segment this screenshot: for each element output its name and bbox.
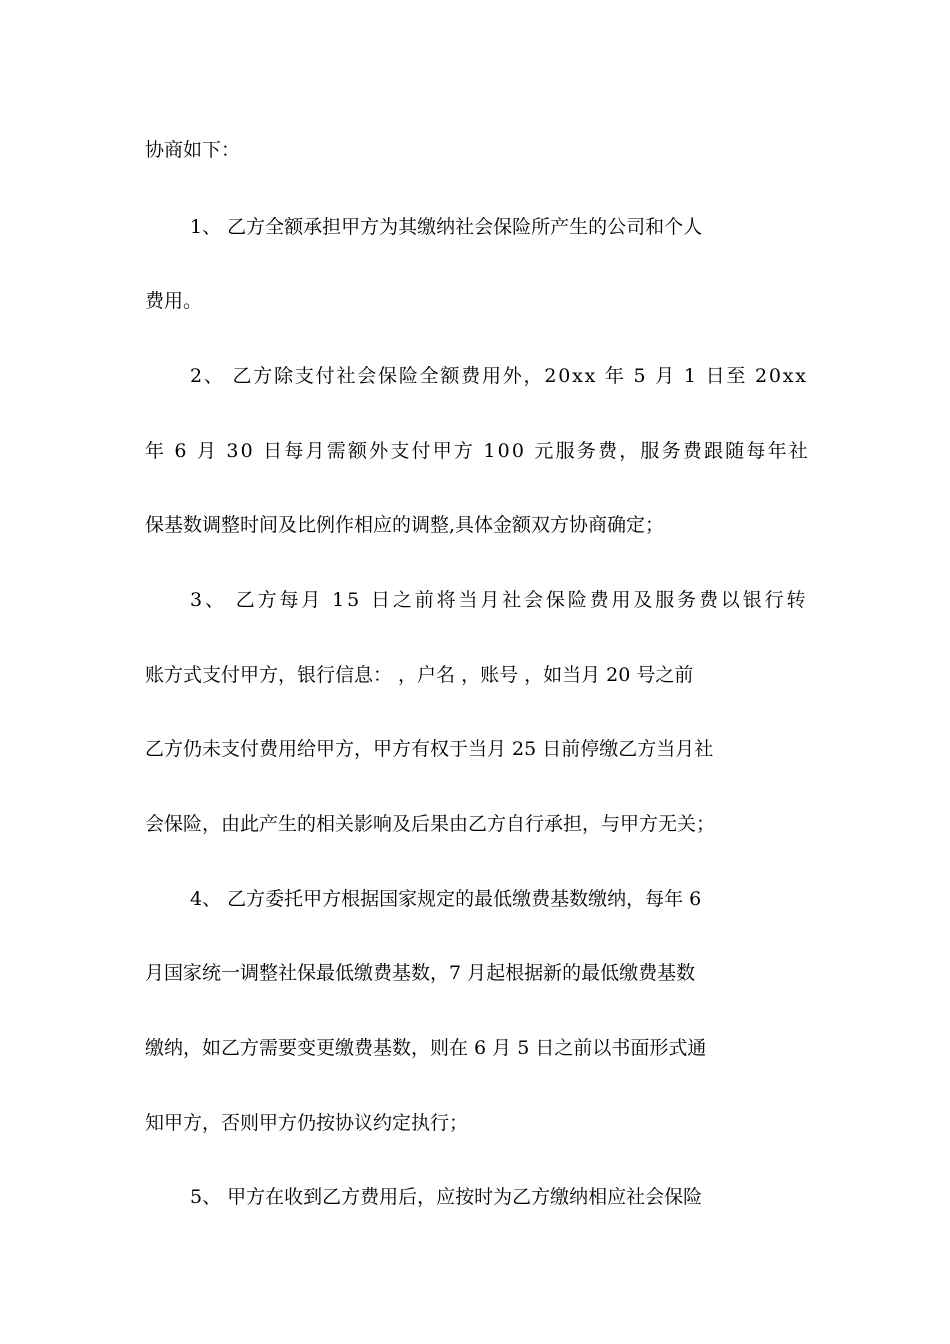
clause-2-line-3: 保基数调整时间及比例作相应的调整,具体金额双方协商确定； [145,514,665,536]
clause-5-line-1: 5、 甲方在收到乙方费用后，应按时为乙方缴纳相应社会保险 [190,1186,703,1208]
clause-4-line-3: 缴纳，如乙方需要变更缴费基数，则在 6 月 5 日之前以书面形式通 [145,1037,707,1059]
clause-1-line-1: 1、 乙方全额承担甲方为其缴纳社会保险所产生的公司和个人 [190,216,703,238]
clause-2-line-2: 年 6 月 30 日每月需额外支付甲方 100 元服务费，服务费跟随每年社 [145,440,810,462]
clause-3-line-1: 3、 乙方每月 15 日之前将当月社会保险费用及服务费以银行转 [190,589,809,611]
clause-3-line-3: 乙方仍未支付费用给甲方，甲方有权于当月 25 日前停缴乙方当月社 [145,738,714,760]
clause-3-line-4: 会保险，由此产生的相关影响及后果由乙方自行承担，与甲方无关； [145,813,716,835]
clause-2-line-1: 2、 乙方除支付社会保险全额费用外，20xx 年 5 月 1 日至 20xx [190,365,808,387]
clause-1-line-2: 费用。 [145,290,203,312]
clause-4-line-1: 4、 乙方委托甲方根据国家规定的最低缴费基数缴纳，每年 6 [190,888,702,910]
clause-4-line-4: 知甲方，否则甲方仍按协议约定执行； [145,1112,469,1134]
clause-3-line-2: 账方式支付甲方，银行信息： ，户名 ，账号 ，如当月 20 号之前 [145,664,694,686]
text-line: 协商如下： [145,139,241,161]
clause-4-line-2: 月国家统一调整社保最低缴费基数，7 月起根据新的最低缴费基数 [145,962,696,984]
